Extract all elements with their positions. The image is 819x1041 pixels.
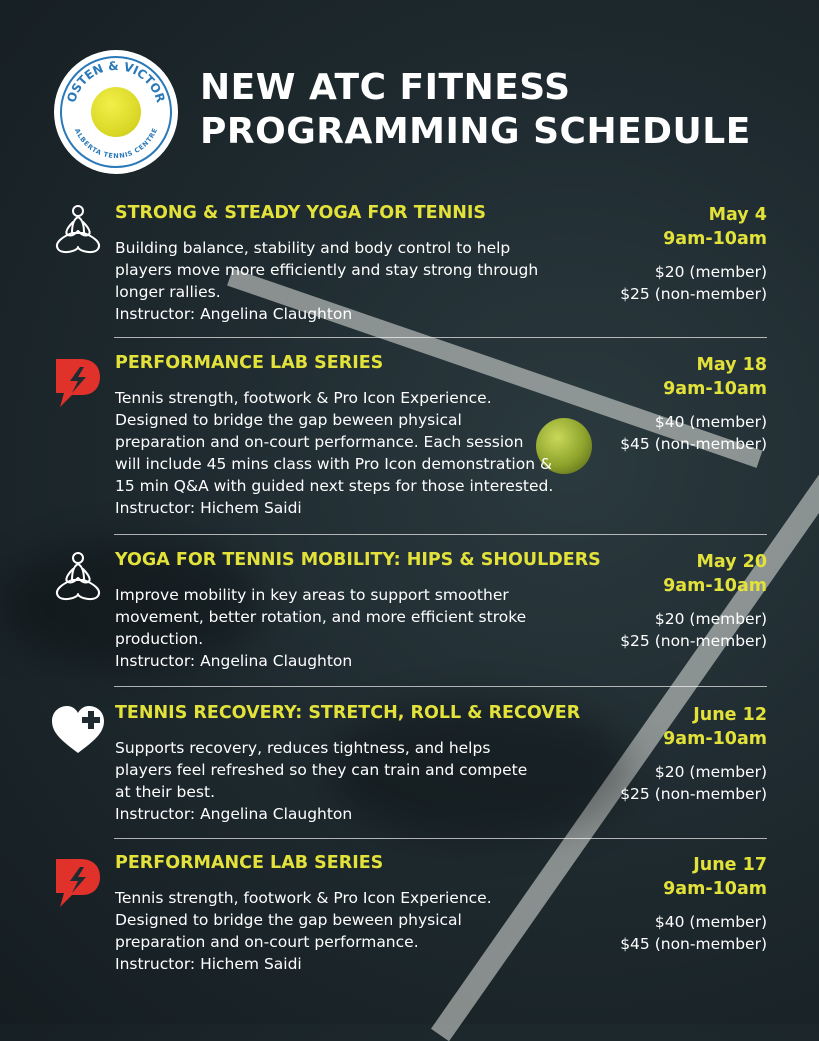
divider <box>114 337 767 338</box>
event-date: June 17 <box>693 855 767 875</box>
description-line: Tennis strength, footwork & Pro Icon Experience. <box>115 889 492 907</box>
price-member: $20 (member) <box>654 763 767 781</box>
description-line: longer rallies. <box>115 283 221 301</box>
event-schedule <box>620 703 767 805</box>
description-line: at their best. <box>115 783 216 801</box>
event-date: May 20 <box>696 552 767 572</box>
event-description <box>115 237 595 325</box>
divider <box>114 838 767 839</box>
event-time: 9am-10am <box>663 879 767 899</box>
description-line: Supports recovery, reduces tightness, and helps <box>115 739 491 757</box>
description-line: Improve mobility in key areas to support smoother <box>115 586 509 604</box>
event-date: May 4 <box>708 205 767 225</box>
description-line: movement, better rotation, and more efficient stroke <box>115 608 527 626</box>
logo-bottom-text: ALBERTA TENNIS CENTRE <box>72 127 160 161</box>
heart-plus-icon <box>50 703 106 759</box>
price-nonmember: $25 (non-member) <box>620 285 767 303</box>
event-schedule <box>620 203 767 305</box>
instructor: Instructor: Angelina Claughton <box>115 805 353 823</box>
event-time: 9am-10am <box>663 229 767 249</box>
event-schedule <box>620 550 767 652</box>
event-schedule <box>620 353 767 455</box>
instructor: Instructor: Hichem Saidi <box>115 499 302 517</box>
price-nonmember: $45 (non-member) <box>620 435 767 453</box>
event-title: PERFORMANCE LAB SERIES <box>115 853 384 873</box>
description-line: players feel refreshed so they can train and compete <box>115 761 528 779</box>
event-title: YOGA FOR TENNIS MOBILITY: HIPS & SHOULDERS <box>115 550 601 570</box>
event-title: TENNIS RECOVERY: STRETCH, ROLL & RECOVER <box>115 703 581 723</box>
yoga-pose-icon <box>50 550 106 606</box>
page-title <box>200 66 800 154</box>
divider <box>114 534 767 535</box>
divider <box>114 686 767 687</box>
svg-text:OSTEN & VICTOR <box>64 59 168 104</box>
instructor: Instructor: Angelina Claughton <box>115 652 353 670</box>
description-line: preparation and on-court performance. <box>115 933 419 951</box>
event-title: STRONG & STEADY YOGA FOR TENNIS <box>115 203 487 223</box>
description-line: Designed to bridge the gap beween physical <box>115 911 462 929</box>
description-line: Tennis strength, footwork & Pro Icon Experience. <box>115 389 492 407</box>
event-description <box>115 584 595 672</box>
event-date: May 18 <box>696 355 767 375</box>
event-time: 9am-10am <box>663 729 767 749</box>
price-member: $40 (member) <box>654 413 767 431</box>
logo-text-ring <box>54 50 178 174</box>
performance-lab-logo-icon <box>50 353 106 409</box>
description-line: will include 45 mins class with Pro Icon demonstration & <box>115 455 553 473</box>
title-line-2: PROGRAMMING SCHEDULE <box>200 111 751 152</box>
svg-text:ALBERTA TENNIS CENTRE <box>73 127 159 160</box>
event-date: June 12 <box>693 705 767 725</box>
price-member: $40 (member) <box>654 913 767 931</box>
description-line: players move more efficiently and stay strong through <box>115 261 539 279</box>
description-line: Designed to bridge the gap beween physical <box>115 411 462 429</box>
price-member: $20 (member) <box>654 263 767 281</box>
event-time: 9am-10am <box>663 576 767 596</box>
description-line: preparation and on-court performance. Each session <box>115 433 524 451</box>
instructor: Instructor: Angelina Claughton <box>115 305 353 323</box>
club-logo <box>54 50 178 174</box>
description-line: production. <box>115 630 204 648</box>
price-nonmember: $25 (non-member) <box>620 785 767 803</box>
event-time: 9am-10am <box>663 379 767 399</box>
event-title: PERFORMANCE LAB SERIES <box>115 353 384 373</box>
event-description <box>115 737 595 825</box>
price-member: $20 (member) <box>654 610 767 628</box>
logo-top-text: OSTEN & VICTOR <box>64 58 168 105</box>
event-description <box>115 387 595 519</box>
title-line-1: NEW ATC FITNESS <box>200 67 571 108</box>
description-line: Building balance, stability and body control to help <box>115 239 511 257</box>
price-nonmember: $25 (non-member) <box>620 632 767 650</box>
description-line: 15 min Q&A with guided next steps for those interested. <box>115 477 554 495</box>
price-nonmember: $45 (non-member) <box>620 935 767 953</box>
instructor: Instructor: Hichem Saidi <box>115 955 302 973</box>
yoga-pose-icon <box>50 203 106 259</box>
event-description <box>115 887 595 975</box>
performance-lab-logo-icon <box>50 853 106 909</box>
event-schedule <box>620 853 767 955</box>
